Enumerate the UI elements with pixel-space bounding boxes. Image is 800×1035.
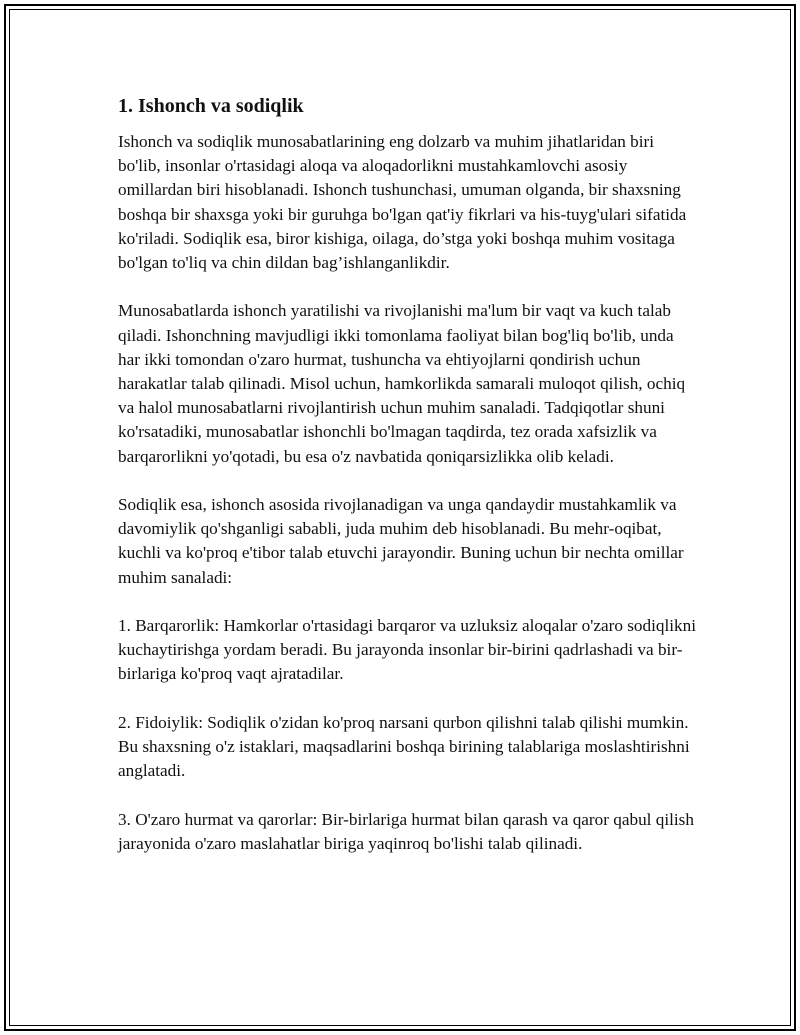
document-body <box>118 92 698 880</box>
paragraph-trust-development: Munosabatlarda ishonch yaratilishi va rivojlanishi ma'lum bir vaqt va kuch talab qiladi. Ishonchning mavjudligi ikki tomonlama faoliyat bilan bog'liq bo'lib, unda har ikki tomondan o'zaro hurmat, tushuncha va ehtiyojlarni qondirish uchun harakatlar talab qilinadi. Misol uchun, hamkorlikda samarali muloqot qilish, ochiq va halol munosabatlarni rivojlantirish uchun muhim sanaladi. Tadqiqotlar shuni ko'rsatadiki, munosabatlar ishonchli bo'lmagan taqdirda, tez orada xafsizlik va barqarorlikni yo'qotadi, bu esa o'z navbatida qoniqarsizlikka olib keladi. <box>118 301 686 466</box>
list-item-mutual-respect: 3. O'zaro hurmat va qarorlar: Bir-birlariga hurmat bilan qarash va qaror qabul qilish jarayonida o'zaro maslahatlar biriga yaqinroq bo'lishi talab qilinadi. <box>118 809 694 853</box>
paragraph-intro: Ishonch va sodiqlik munosabatlarining eng dolzarb va muhim jihatlaridan biri bo'lib, insonlar o'rtasidagi aloqa va aloqadorlikni mustahkamlovchi asosiy omillardan biri hisoblanadi. Ishonch tushunchasi, umuman olganda, bir shaxsning boshqa bir shaxsga yoki bir guruhga bo'lgan qat'iy fikrlari va his-tuyg'ulari sifatida ko'riladi. Sodiqlik esa, biror kishiga, oilaga, do’stga yoki boshqa muhim vositaga bo'lgan to'liq va chin dildan bag’ishlanganlikdir. <box>118 132 687 273</box>
section-heading: 1. Ishonch va sodiqlik <box>118 95 304 117</box>
list-item-stability: 1. Barqarorlik: Hamkorlar o'rtasidagi barqaror va uzluksiz aloqalar o'zaro sodiqlikni kuchaytirishga yordam beradi. Bu jarayonda insonlar bir-birini qadrlashadi va bir-birlariga ko'proq vaqt ajratadilar. <box>118 616 696 684</box>
list-item-devotion: 2. Fidoiylik: Sodiqlik o'zidan ko'proq narsani qurbon qilishni talab qilishi mumkin. Bu shaxsning o'z istaklari, maqsadlarini boshqa birining talablariga moslashtirishni anglatadi. <box>118 712 690 781</box>
paragraph-loyalty: Sodiqlik esa, ishonch asosida rivojlanadigan va unga qandaydir mustahkamlik va davomiylik qo'shganligi sababli, juda muhim deb hisoblanadi. Bu mehr-oqibat, kuchli va ko'proq e'tibor talab etuvchi jarayondir. Buning uchun bir nechta omillar muhim sanaladi: <box>118 495 684 587</box>
